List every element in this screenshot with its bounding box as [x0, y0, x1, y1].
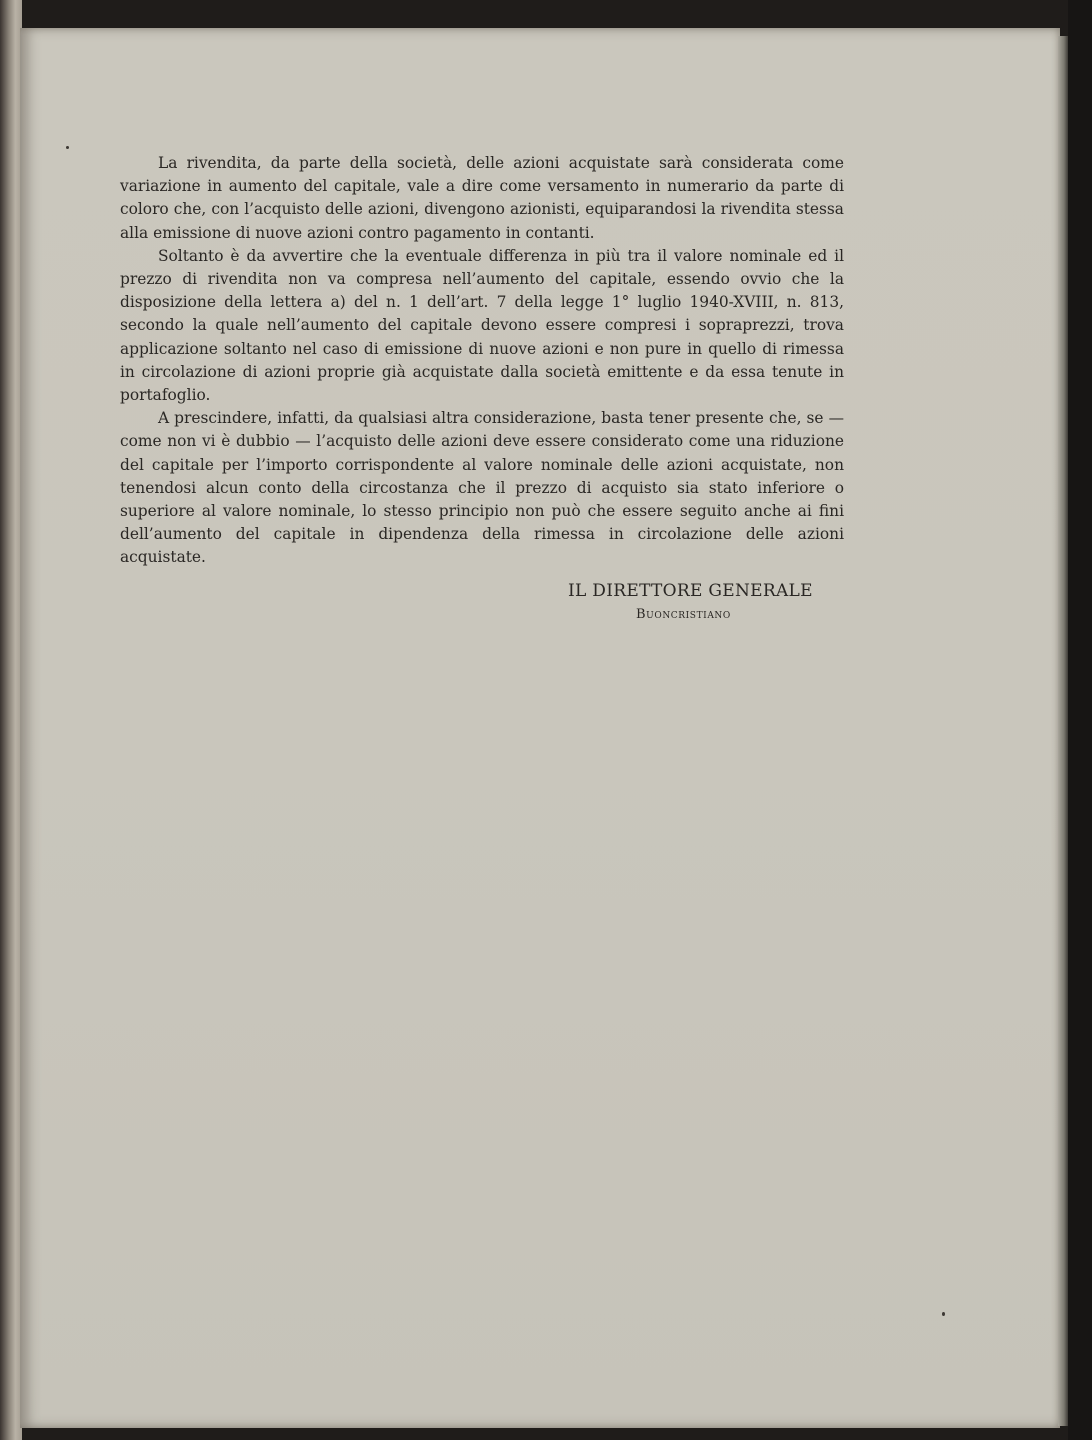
- signature-name: Buoncristiano: [636, 607, 731, 622]
- body-text: [120, 152, 844, 570]
- scan-background-right: [1068, 0, 1092, 1440]
- paper-speck: [66, 146, 69, 149]
- page-edge-right: [1058, 36, 1068, 1426]
- paragraph-1: La rivendita, da parte della società, delle azioni acquistate sarà considerata come variazione in aumento del capitale, vale a dire come versamento in numerario da parte di coloro che, con l’acquisto delle azioni, divengono azionisti, equiparandosi la rivendita stessa alla emissione di nuove azioni contro pagamento in contanti.: [120, 154, 844, 242]
- signature-block: [568, 580, 813, 622]
- book-binding-left: [0, 0, 22, 1440]
- paragraph-3: A prescindere, infatti, da qualsiasi altra considerazione, basta tener presente che, se — come non vi è dubbio — l’acquisto delle azioni deve essere considerato come una riduzione del capitale per l’importo corrispondente al valore nominale delle azioni acquistate, non tenendosi alcun conto della circostanza che il prezzo di acquisto sia stato inferiore o superiore al valore nominale, lo stesso principio non può che essere seguito anche ai fini dell’aumento del capitale in dipendenza della rimessa in circolazione delle azioni acquistate.: [120, 409, 844, 567]
- paper-speck: [942, 1312, 945, 1316]
- paragraph-2: Soltanto è da avvertire che la eventuale differenza in più tra il valore nominale ed il prezzo di rivendita non va compresa nell’aumento del capitale, essendo ovvio che la disposizione della lettera a) del n. 1 dell’art. 7 della legge 1° luglio 1940-XVIII, n. 813, secondo la quale nell’aumento del capitale devono essere compresi i sopraprezzi, trova applicazione soltanto nel caso di emissione di nuove azioni e non pure in quello di rimessa in circolazione di azioni proprie già acquistate dalla società emittente e da essa tenute in portafoglio.: [120, 246, 844, 405]
- signature-title: IL DIRETTORE GENERALE: [568, 581, 813, 601]
